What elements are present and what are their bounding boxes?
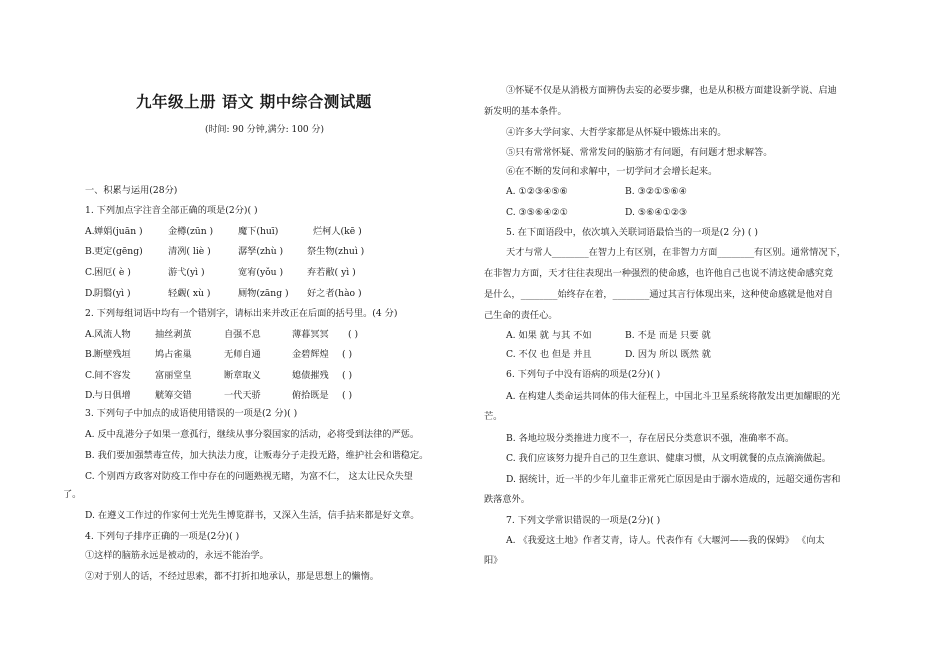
page-title: 九年级上册 语文 期中综合测试题 — [136, 93, 372, 111]
option-item: 媳债摧残 — [292, 370, 329, 381]
q5-passage-2: 在非智力方面，天才往往表现出一种强烈的使命感，也许他自己也说不清这使命感究竟 — [484, 268, 834, 279]
option-item: 婵娟(juān ) — [94, 226, 143, 237]
q4-option-b: B. ③②①⑤⑥④ — [625, 186, 688, 197]
option-item: 与日俱增 — [94, 390, 131, 401]
option-item: 宽宥(yǒu ) — [238, 267, 284, 278]
q4-sentence-1: ①这样的脑筋永远是被动的，永远不能治学。 — [85, 550, 269, 561]
q4-option-d: D. ⑤⑥④①②③ — [625, 207, 688, 218]
q4-option-c: C. ③⑤⑥④②① — [506, 207, 568, 218]
q5-option-c: C. 不仅 也 但是 并且 — [506, 349, 592, 360]
q3-option-d: D. 在遵义工作过的作家何士光先生博览群书，又深入生活，信手拈来都是好文章。 — [85, 510, 420, 521]
option-item: 魔下(huī) — [238, 226, 279, 237]
option-label: A. — [85, 329, 95, 340]
q4-sentence-6: ⑥在不断的发问和求解中，一切学问才会增长起来。 — [506, 166, 718, 177]
q2-stem: 2. 下列每组词语中均有一个错别字，请标出来并改正在后面的括号里。(4 分) — [85, 308, 398, 319]
q7-option-a-cont: 阳》 — [484, 555, 503, 566]
option-item: 弃若敝( yì ) — [307, 267, 356, 278]
option-item: 好之者(hào ) — [307, 288, 362, 299]
option-item: 困厄( è ) — [94, 267, 131, 278]
q4-sentence-3-cont: 新发明的基本条件。 — [484, 106, 567, 117]
option-item: 金樽(zūn ) — [168, 226, 214, 237]
option-item: 厕物(zāng ) — [238, 288, 289, 299]
option-label: C. — [85, 267, 95, 278]
option-item: 更定(gēng) — [94, 246, 143, 257]
section-heading: 一、积累与运用(28分) — [85, 185, 178, 196]
q5-passage-1: 天才与常人________在智力上有区别，在非智力方面________有区别。通常情况下， — [506, 247, 846, 258]
q6-stem: 6. 下列句子中没有语病的项是(2分)( ) — [506, 369, 661, 380]
option-item: 鸠占雀巢 — [155, 349, 192, 360]
option-label: A. — [85, 226, 95, 237]
q6-option-d: D. 据统计，近一半的少年儿童非正常死亡原因是由于溺水造成的，远超交通伤害和 — [506, 474, 841, 485]
q4-sentence-5: ⑤只有常常怀疑、常常发问的脑筋才有问题，有问题才想求解答。 — [506, 147, 773, 158]
q3-option-a: A. 反中乱港分子如果一意孤行，继续从事分裂国家的活动，必将受到法律的严惩。 — [85, 429, 420, 440]
option-label: D. — [85, 390, 95, 401]
q5-passage-4: 己生命的责任心。 — [484, 310, 558, 321]
option-item: 间不容发 — [94, 370, 131, 381]
q4-sentence-2: ②对于别人的话，不经过思索，都不打折扣地承认，那是思想上的懒惰。 — [85, 571, 379, 582]
option-label: B. — [85, 349, 95, 360]
q7-option-a: A. 《我爱这土地》作者艾青，诗人。代表作有《大堰河——我的保姆》 《向太 — [506, 535, 825, 546]
option-item: 阴翳(yì ) — [94, 288, 131, 299]
option-item: 富丽堂皇 — [155, 370, 192, 381]
option-item: 抽丝剥茧 — [155, 329, 192, 340]
option-item: 轻觑( xù ) — [168, 288, 211, 299]
option-item: 俯拾既是 — [292, 390, 329, 401]
q5-option-a: A. 如果 就 与其 不如 — [506, 330, 592, 341]
option-item: 薄暮冥冥 — [292, 329, 329, 340]
q3-option-c: C. 个别西方政客对防疫工作中存在的问题熟视无睹，为富不仁， 这太让民众失望 — [85, 471, 413, 482]
q6-option-d-cont: 跌落意外。 — [484, 494, 530, 505]
option-item: 烂柯人(kē ) — [313, 226, 362, 237]
answer-bracket: ( ) — [342, 370, 353, 381]
option-item: 祭生物(zhuì ) — [307, 246, 365, 257]
option-label: C. — [85, 370, 95, 381]
q6-option-b: B. 各地垃圾分类推进力度不一，存在居民分类意识不强，准确率不高。 — [506, 433, 795, 444]
option-label: B. — [85, 246, 95, 257]
option-item: 风流人物 — [94, 329, 131, 340]
q5-stem: 5. 在下面语段中，依次填入关联词语最恰当的一项是(2 分) ( ) — [506, 227, 758, 238]
option-item: 金碧辉煌 — [292, 349, 329, 360]
q5-option-d: D. 因为 所以 既然 就 — [625, 349, 711, 360]
exam-meta: (时间: 90 分钟,满分: 100 分) — [205, 125, 325, 135]
q4-stem: 4. 下列句子排序正确的一项是(2分)( ) — [85, 531, 240, 542]
q5-passage-3: 是什么，________始终存在着，________通过其言行体现出来，这种使命感就是他对自 — [484, 289, 834, 300]
answer-bracket: ( ) — [342, 390, 353, 401]
q6-option-c: C. 我们应该努力提升自己的卫生意识、健康习惯，从文明就餐的点点滴滴做起。 — [506, 453, 831, 464]
answer-bracket: ( ) — [348, 329, 359, 340]
q4-option-a: A. ①②③④⑤⑥ — [506, 186, 568, 197]
option-item: 断章取义 — [224, 370, 261, 381]
q1-stem: 1. 下列加点字注音全部正确的项是(2分)( ) — [85, 205, 258, 216]
q6-option-a-cont: 芒。 — [484, 411, 503, 422]
q4-sentence-3: ③怀疑不仅是从消极方面辨伪去妄的必要步骤，也是从积极方面建设新学说、启迪 — [506, 85, 837, 96]
option-item: 一代天骄 — [224, 390, 261, 401]
q3-stem: 3. 下列句子中加点的成语使用错误的一项是(2 分)( ) — [85, 408, 298, 419]
q7-stem: 7. 下列文学常识错误的一项是(2分)( ) — [506, 515, 661, 526]
option-item: 觥筹交错 — [155, 390, 192, 401]
answer-bracket: ( ) — [342, 349, 353, 360]
option-item: 清冽( liè ) — [168, 246, 211, 257]
q3-option-c-cont: 了。 — [63, 489, 82, 500]
q6-option-a: A. 在构建人类命运共同体的伟大征程上，中国北斗卫星系统将散发出更加耀眼的光 — [506, 391, 841, 402]
option-item: 断壁残垣 — [94, 349, 131, 360]
option-item: 自强不息 — [224, 329, 261, 340]
q4-sentence-4: ④许多大学问家、大哲学家都是从怀疑中锻炼出来的。 — [506, 127, 727, 138]
q5-option-b: B. 不是 而是 只要 就 — [625, 330, 711, 341]
option-item: 游弋(yì ) — [168, 267, 205, 278]
option-item: 潺孥(zhù ) — [238, 246, 284, 257]
option-item: 无师自通 — [224, 349, 261, 360]
option-label: D. — [85, 288, 95, 299]
q3-option-b: B. 我们要加强禁毒宣传，加大执法力度，让贩毒分子走投无路，维护社会和谐稳定。 — [85, 450, 429, 461]
